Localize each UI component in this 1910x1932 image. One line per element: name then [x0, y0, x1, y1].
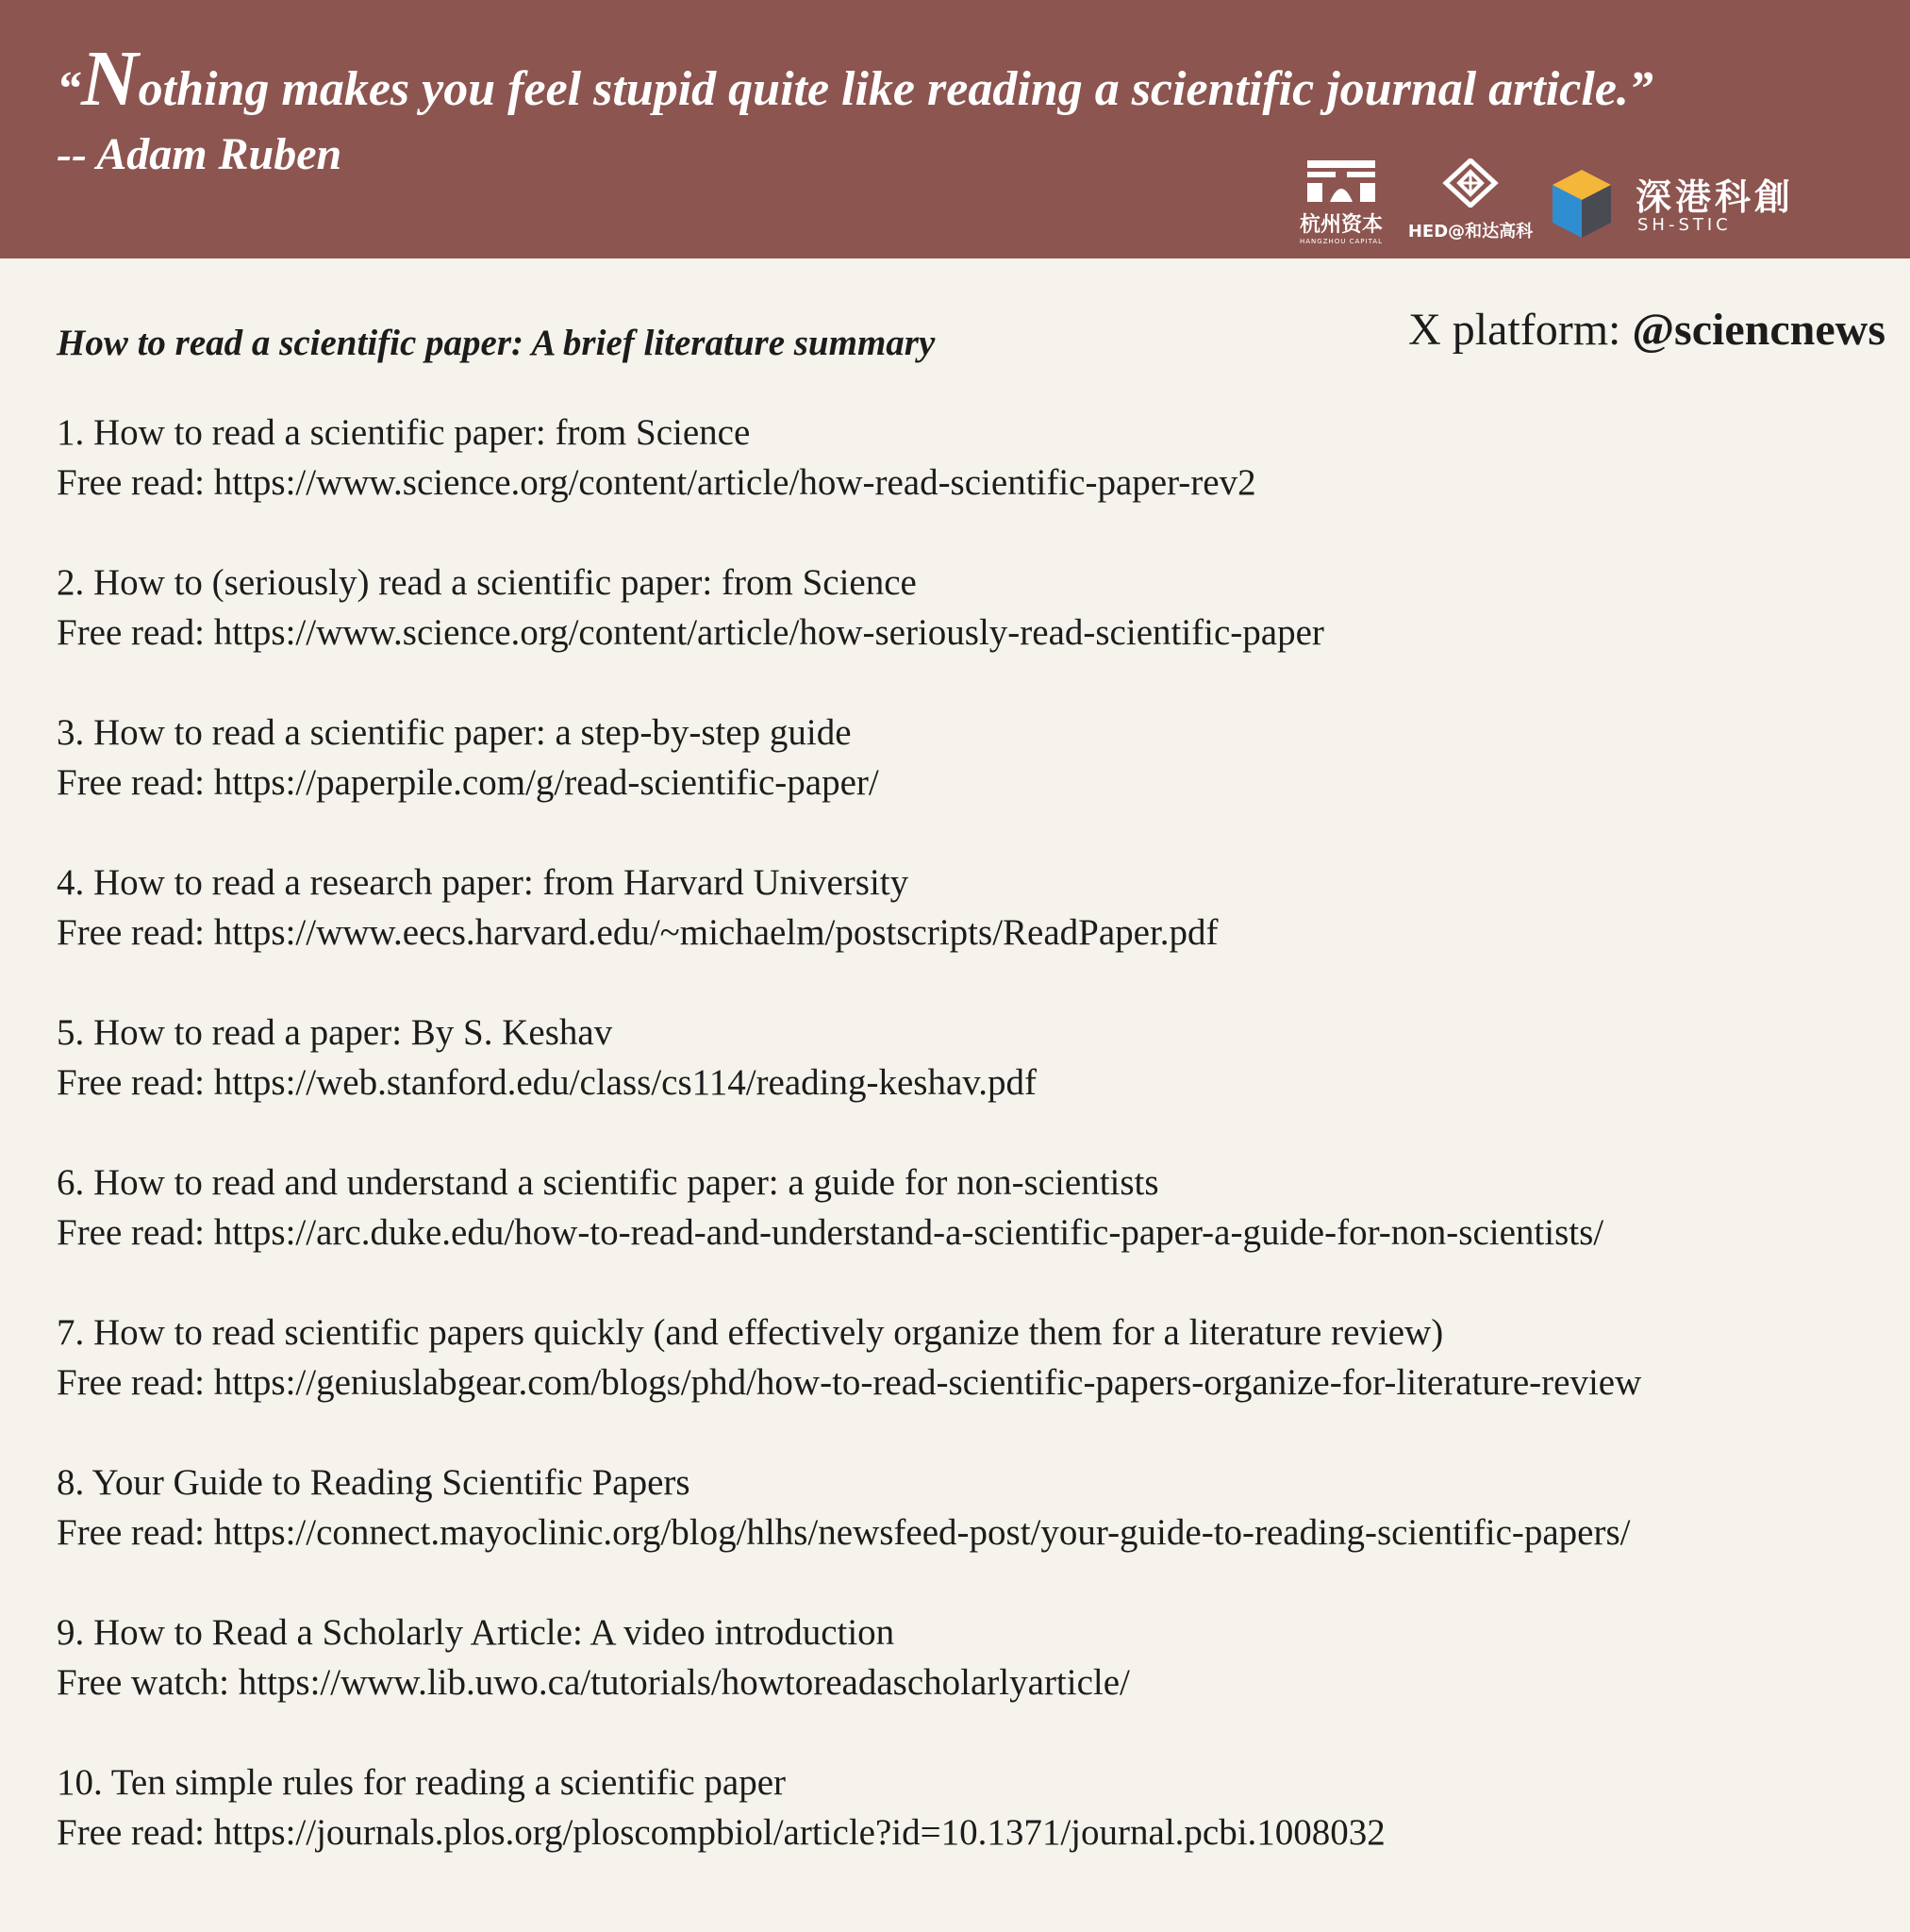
sh-stic-en: SH-STIC [1637, 215, 1732, 235]
reference-link: Free read: https://journals.plos.org/ploscompbiol/article?id=10.1371/journal.pcbi.1008032 [57, 1812, 1386, 1853]
reference-link: Free read: https://web.stanford.edu/class/cs114/reading-keshav.pdf [57, 1062, 1037, 1103]
reference-item [57, 1307, 1896, 1457]
reference-link: Free read: https://geniuslabgear.com/blogs/phd/how-to-read-scientific-papers-organize-for-literature-review [57, 1362, 1642, 1403]
reference-item [57, 708, 1896, 858]
reference-title: 6. How to read and understand a scientific paper: a guide for non-scientists [57, 1162, 1159, 1203]
reference-link: Free read: https://www.science.org/content/article/how-read-scientific-paper-rev2 [57, 462, 1256, 503]
x-platform-credit [1408, 304, 1885, 357]
x-platform-handle: @sciencnews [1632, 305, 1885, 355]
reference-title: 2. How to (seriously) read a scientific paper: from Science [57, 562, 917, 603]
quote-text [57, 35, 1653, 123]
hangzhou-capital-logo [1289, 158, 1393, 245]
reference-title: 7. How to read scientific papers quickly (and effectively organize them for a literature review) [57, 1312, 1444, 1353]
page-subtitle: How to read a scientific paper: A brief literature summary [57, 323, 936, 363]
quote-attribution: -- Adam Ruben [57, 129, 342, 179]
reference-item [57, 1757, 1896, 1907]
reference-link: Free watch: https://www.lib.uwo.ca/tutorials/howtoreadascholarlyarticle/ [57, 1662, 1130, 1703]
quote-initial: N [81, 35, 139, 123]
hangzhou-capital-en: HANGZHOU CAPITAL [1299, 238, 1383, 245]
reference-link: Free read: https://www.eecs.harvard.edu/~michaelm/postscripts/ReadPaper.pdf [57, 912, 1219, 953]
reference-title: 3. How to read a scientific paper: a step-by-step guide [57, 712, 852, 753]
reference-title: 5. How to read a paper: By S. Keshav [57, 1012, 613, 1053]
reference-item [57, 1158, 1896, 1307]
hangzhou-capital-cn: 杭州资本 [1299, 213, 1383, 237]
partner-logos [1289, 158, 1855, 243]
hed-logo [1404, 158, 1536, 242]
hed-diamond-icon [1442, 158, 1499, 208]
reference-title: 4. How to read a research paper: from Harvard University [57, 862, 909, 903]
hangzhou-capital-icon [1304, 158, 1379, 204]
quote-open-mark: “ [57, 62, 81, 116]
reference-title: 8. Your Guide to Reading Scientific Papers [57, 1462, 690, 1503]
sh-stic-cn: 深港科創 [1636, 176, 1795, 218]
reference-link: Free read: https://paperpile.com/g/read-scientific-paper/ [57, 762, 879, 803]
quote-rest: othing makes you feel stupid quite like reading a scientific journal article.” [138, 62, 1653, 116]
reference-link: Free read: https://www.science.org/content/article/how-seriously-read-scientific-paper [57, 612, 1324, 653]
reference-item [57, 1457, 1896, 1607]
reference-item [57, 408, 1896, 558]
x-platform-label: X platform: [1408, 305, 1633, 355]
header-banner [0, 0, 1910, 258]
reference-item [57, 1008, 1896, 1158]
hed-text: HED@和达高科 [1407, 222, 1534, 242]
reference-title: 1. How to read a scientific paper: from Science [57, 412, 751, 453]
reference-title: 9. How to Read a Scholarly Article: A video introduction [57, 1612, 895, 1653]
reference-item [57, 558, 1896, 708]
sh-stic-cube-icon [1549, 166, 1615, 242]
reference-item [57, 858, 1896, 1008]
reference-item [57, 1607, 1896, 1757]
reference-link: Free read: https://connect.mayoclinic.org/blog/hlhs/newsfeed-post/your-guide-to-reading-scientific-papers/ [57, 1512, 1631, 1553]
reference-title: 10. Ten simple rules for reading a scientific paper [57, 1762, 787, 1803]
reference-list [57, 408, 1896, 1907]
reference-link: Free read: https://arc.duke.edu/how-to-read-and-understand-a-scientific-paper-a-guide-for-non-scientists/ [57, 1212, 1604, 1253]
